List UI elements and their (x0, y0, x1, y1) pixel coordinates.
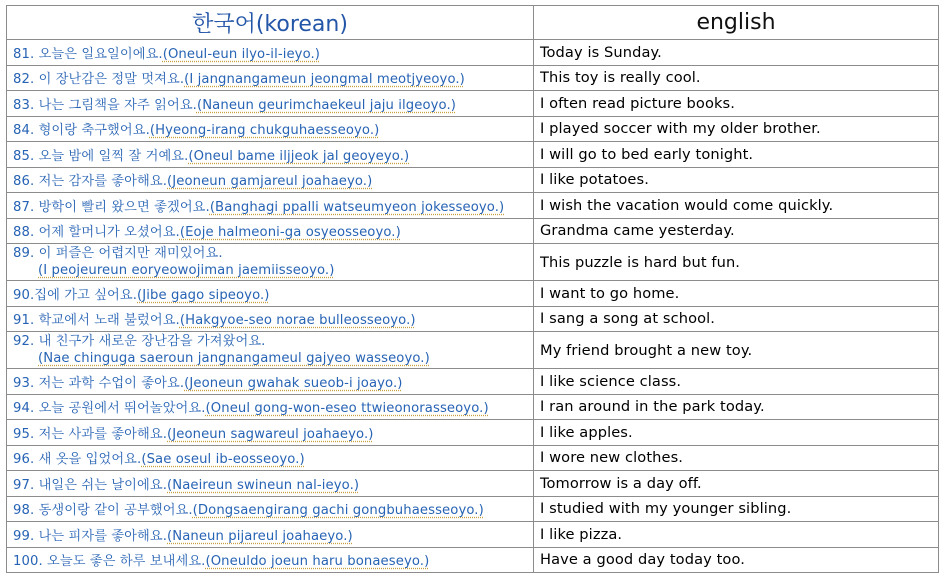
romanization: (Oneul bame iljjeok jal geoyeyo.) (188, 148, 410, 164)
table-row (7, 281, 939, 307)
korean-cell (7, 369, 534, 395)
korean-cell (7, 420, 534, 446)
korean-cell (7, 116, 534, 142)
korean-sentence: 93. 저는 과학 수업이 좋아요. (13, 375, 185, 391)
english-cell: My friend brought a new toy. (534, 332, 939, 369)
table-row (7, 218, 939, 244)
english-cell: I played soccer with my older brother. (534, 116, 939, 142)
korean-cell (7, 306, 534, 332)
korean-sentence: 84. 형이랑 축구했어요. (13, 123, 150, 139)
romanization: (Jeoneun gamjareul joahaeyo.) (167, 174, 373, 190)
table-row (7, 306, 939, 332)
korean-sentence: 83. 나는 그림책을 자주 읽어요. (13, 97, 197, 113)
table-row (7, 394, 939, 420)
english-cell: Have a good day today too. (534, 547, 939, 573)
korean-column-header: 한국어(korean) (7, 6, 534, 40)
table-row (7, 420, 939, 446)
romanization: (I peojeureun eoryeowojiman jaemiisseoyo.) (38, 263, 335, 278)
romanization: (Oneuldo joeun haru bonaeseyo.) (205, 554, 430, 570)
korean-sentence: 86. 저는 감자를 좋아해요. (13, 174, 167, 190)
korean-sentence: 99. 나는 피자를 좋아해요. (13, 528, 167, 544)
korean-sentence: 82. 이 장난감은 정말 멋져요. (13, 72, 185, 88)
table-row (7, 471, 939, 497)
english-cell: I sang a song at school. (534, 306, 939, 332)
table-row (7, 445, 939, 471)
korean-cell (7, 547, 534, 573)
english-column-header: english (534, 6, 939, 40)
table-row (7, 142, 939, 168)
english-cell: I will go to bed early tonight. (534, 142, 939, 168)
english-cell: I like apples. (534, 420, 939, 446)
romanization: (Jeoneun gwahak sueob-i joayo.) (184, 375, 403, 391)
korean-cell (7, 471, 534, 497)
english-cell: Tomorrow is a day off. (534, 471, 939, 497)
korean-cell (7, 496, 534, 522)
table-row (7, 522, 939, 548)
english-cell: I often read picture books. (534, 91, 939, 117)
korean-sentence: 98. 동생이랑 같이 공부했어요. (13, 503, 193, 519)
table-row (7, 65, 939, 91)
english-cell: I studied with my younger sibling. (534, 496, 939, 522)
korean-cell (7, 522, 534, 548)
english-cell: This puzzle is hard but fun. (534, 244, 939, 281)
korean-sentence: 97. 내일은 쉬는 날이에요. (13, 477, 167, 493)
table-row (7, 193, 939, 219)
table-row (7, 116, 939, 142)
romanization: (I jangnangameun jeongmal meotjyeoyo.) (184, 72, 465, 88)
korean-cell (7, 193, 534, 219)
table-row (7, 244, 939, 281)
korean-cell (7, 167, 534, 193)
romanization: (Eoje halmeoni-ga osyeosseoyo.) (179, 225, 401, 241)
english-cell: I want to go home. (534, 281, 939, 307)
english-cell: I wish the vacation would come quickly. (534, 193, 939, 219)
romanization: (Oneul-eun ilyo-il-ieyo.) (162, 46, 321, 62)
korean-sentence: 87. 방학이 빨리 왔으면 좋겠어요. (13, 199, 210, 215)
table-row (7, 332, 939, 369)
korean-sentence: 96. 새 옷을 입었어요. (13, 452, 142, 468)
korean-cell (7, 65, 534, 91)
romanization: (Dongsaengirang gachi gongbuhaesseoyo.) (192, 503, 484, 519)
phrase-table (6, 5, 939, 573)
romanization: (Naneun pijareul joahaeyo.) (167, 528, 353, 544)
english-cell: I like potatoes. (534, 167, 939, 193)
romanization: (Jeoneun sagwareul joahaeyo.) (167, 426, 374, 442)
romanization: (Oneul gong-won-eseo ttwieonorasseoyo.) (205, 401, 489, 417)
english-cell: Grandma came yesterday. (534, 218, 939, 244)
korean-sentence: 90.집에 가고 싶어요. (13, 287, 138, 303)
korean-sentence: 81. 오늘은 일요일이에요. (13, 46, 163, 62)
korean-sentence: 95. 저는 사과를 좋아해요. (13, 426, 167, 442)
korean-cell (7, 332, 534, 369)
korean-cell (7, 394, 534, 420)
romanization: (Hyeong-irang chukguhaesseoyo.) (149, 123, 380, 139)
table-row (7, 547, 939, 573)
romanization: (Jibe gago sipeoyo.) (137, 287, 270, 303)
english-cell: I like science class. (534, 369, 939, 395)
romanization: (Naneun geurimchaekeul jaju ilgeoyo.) (196, 97, 457, 113)
romanization: (Nae chinguga saeroun jangnangameul gajyeo wasseoyo.) (38, 351, 430, 366)
romanization: (Naeireun swineun nal-ieyo.) (167, 477, 360, 493)
korean-sentence: 85. 오늘 밤에 일찍 잘 거예요. (13, 148, 189, 164)
table-row (7, 496, 939, 522)
korean-sentence: 94. 오늘 공원에서 뛰어놀았어요. (13, 401, 206, 417)
korean-cell (7, 218, 534, 244)
korean-cell (7, 281, 534, 307)
english-cell: I like pizza. (534, 522, 939, 548)
korean-sentence: 100. 오늘도 좋은 하루 보내세요. (13, 554, 206, 570)
table-row (7, 91, 939, 117)
korean-sentence: 91. 학교에서 노래 불렀어요. (13, 313, 180, 329)
english-cell: I ran around in the park today. (534, 394, 939, 420)
korean-cell (7, 40, 534, 66)
romanization: (Hakgyoe-seo norae bulleosseoyo.) (179, 313, 416, 329)
phrase-rows (7, 40, 939, 573)
korean-cell (7, 91, 534, 117)
table-row (7, 40, 939, 66)
table-row (7, 369, 939, 395)
english-cell: I wore new clothes. (534, 445, 939, 471)
korean-sentence: 92. 내 친구가 새로운 장난감을 가져왔어요. (13, 334, 266, 349)
table-row (7, 167, 939, 193)
header-row (7, 6, 939, 40)
english-cell: Today is Sunday. (534, 40, 939, 66)
english-cell: This toy is really cool. (534, 65, 939, 91)
korean-sentence: 89. 이 퍼즐은 어렵지만 재미있어요. (13, 246, 223, 261)
korean-sentence: 88. 어제 할머니가 오셨어요. (13, 225, 180, 241)
korean-cell (7, 244, 534, 281)
korean-cell (7, 142, 534, 168)
korean-cell (7, 445, 534, 471)
romanization: (Banghagi ppalli watseumyeon jokesseoyo.) (209, 199, 505, 215)
romanization: (Sae oseul ib-eosseoyo.) (141, 452, 305, 468)
